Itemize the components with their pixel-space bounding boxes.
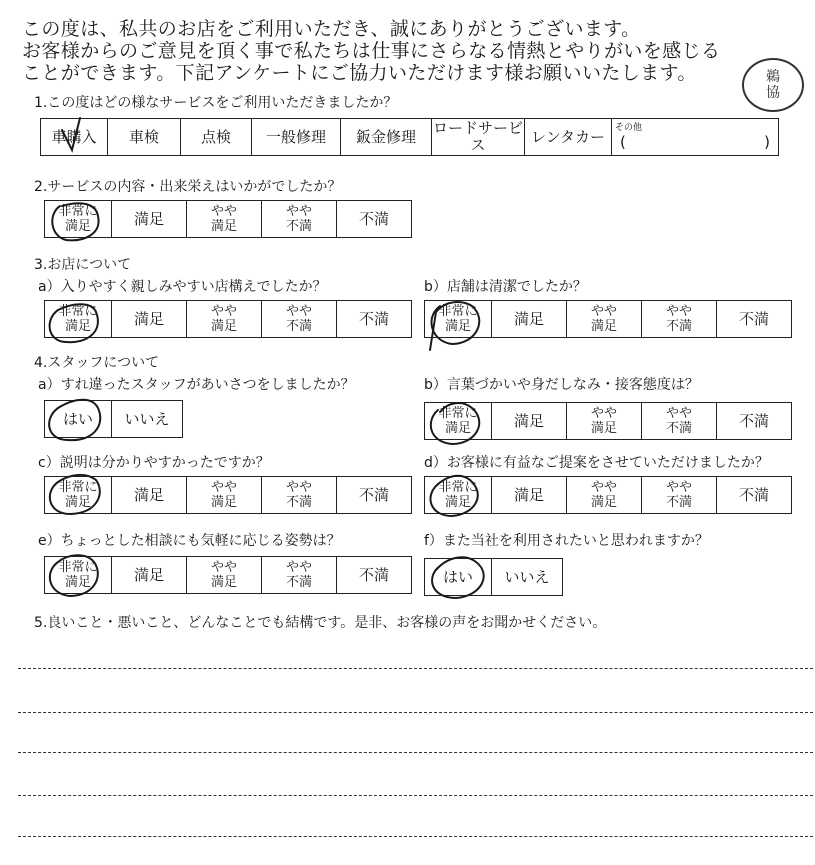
- q1-option-road-service[interactable]: ロードサービス: [432, 119, 523, 154]
- q4c-option-somewhat-satisfied[interactable]: やや 満足: [187, 477, 262, 514]
- q1-options: [40, 118, 779, 156]
- q2-option-somewhat-satisfied[interactable]: やや 満足: [187, 201, 262, 238]
- q4d-options: [424, 476, 792, 514]
- q4b-option-somewhat-dissatisfied[interactable]: やや 不満: [642, 403, 717, 440]
- q4c-question: c）説明は分かりやすかったですか？: [38, 455, 270, 471]
- q1-option-check[interactable]: 点検: [181, 119, 252, 156]
- q3a-question: a）入りやすく親しみやすい店構えでしたか？: [38, 279, 327, 295]
- q4a-options: [44, 400, 183, 438]
- stamp-char-1: 鵜: [766, 69, 780, 85]
- q1-option-general-repair[interactable]: 一般修理: [252, 119, 341, 156]
- q4e-option-very-satisfied[interactable]: 非常に 満足: [45, 557, 112, 594]
- q4d-option-satisfied[interactable]: 満足: [492, 477, 567, 514]
- q3b-question: b）店舗は清潔でしたか？: [424, 279, 587, 295]
- q4f-options: [424, 558, 563, 596]
- q2-option-somewhat-dissatisfied[interactable]: やや 不満: [262, 201, 337, 238]
- q1-option-body-repair[interactable]: 鈑金修理: [341, 119, 432, 156]
- q3b-option-somewhat-dissatisfied[interactable]: やや 不満: [642, 301, 717, 338]
- q3a-option-somewhat-satisfied[interactable]: やや 満足: [187, 301, 262, 338]
- q3b-options: [424, 300, 792, 338]
- comment-line-5[interactable]: [18, 836, 813, 837]
- intro-line-1: この度は、私共のお店をご利用いただき、誠にありがとうございます。: [22, 18, 641, 40]
- q3b-option-very-satisfied[interactable]: 非常に 満足: [425, 301, 492, 338]
- q4e-question: e）ちょっとした相談にも気軽に応じる姿勢は？: [38, 533, 341, 549]
- q1-option-other[interactable]: [612, 119, 779, 156]
- q4a-question: a）すれ違ったスタッフがあいさつをしましたか？: [38, 377, 355, 393]
- q1-other-close-paren: ): [764, 133, 770, 151]
- q1-option-car-purchase[interactable]: 車購入: [41, 119, 108, 156]
- q4e-option-somewhat-satisfied[interactable]: やや 満足: [187, 557, 262, 594]
- q4c-options: [44, 476, 412, 514]
- q4b-option-somewhat-satisfied[interactable]: やや 満足: [567, 403, 642, 440]
- q2-options: [44, 200, 412, 238]
- q3b-option-satisfied[interactable]: 満足: [492, 301, 567, 338]
- q4c-option-dissatisfied[interactable]: 不満: [337, 477, 412, 514]
- q4b-options: [424, 402, 792, 440]
- q4a-option-no[interactable]: いいえ: [112, 401, 183, 438]
- q2-question: 2.サービスの内容・出来栄えはいかがでしたか？: [34, 179, 342, 195]
- q4d-option-dissatisfied[interactable]: 不満: [717, 477, 792, 514]
- q3a-option-very-satisfied[interactable]: 非常に 満足: [45, 301, 112, 338]
- q3a-option-somewhat-dissatisfied[interactable]: やや 不満: [262, 301, 337, 338]
- q3a-option-dissatisfied[interactable]: 不満: [337, 301, 412, 338]
- q3b-option-dissatisfied[interactable]: 不満: [717, 301, 792, 338]
- q5-question: 5.良いこと・悪いこと、どんなことでも結構です。是非、お客様の声をお聞かせください。: [34, 615, 607, 631]
- comment-line-1[interactable]: [18, 668, 813, 669]
- q4b-question: b）言葉づかいや身だしなみ・接客態度は？: [424, 377, 699, 393]
- q3a-option-satisfied[interactable]: 満足: [112, 301, 187, 338]
- q4b-option-dissatisfied[interactable]: 不満: [717, 403, 792, 440]
- q4-heading: 4.スタッフについて: [34, 355, 160, 371]
- seal-stamp: [742, 58, 804, 112]
- q1-option-rental-car[interactable]: レンタカー: [525, 119, 612, 156]
- q2-option-very-satisfied[interactable]: 非常に 満足: [45, 201, 112, 238]
- intro-line-2: お客様からのご意見を頂く事で私たちは仕事にさらなる情熱とやりがいを感じる: [22, 40, 721, 62]
- q4a-option-yes[interactable]: はい: [45, 401, 112, 438]
- q4e-option-satisfied[interactable]: 満足: [112, 557, 187, 594]
- stamp-char-2: 協: [766, 85, 780, 101]
- q1-other-label: その他: [615, 123, 643, 133]
- q1-other-open-paren: (: [620, 133, 626, 151]
- q4e-option-dissatisfied[interactable]: 不満: [337, 557, 412, 594]
- q4f-option-yes[interactable]: はい: [425, 559, 492, 596]
- q2-option-satisfied[interactable]: 満足: [112, 201, 187, 238]
- q1-question: 1.この度はどの様なサービスをご利用いただきましたか？: [34, 95, 398, 111]
- q3a-options: [44, 300, 412, 338]
- q3b-option-somewhat-satisfied[interactable]: やや 満足: [567, 301, 642, 338]
- q4e-option-somewhat-dissatisfied[interactable]: やや 不満: [262, 557, 337, 594]
- comment-line-3[interactable]: [18, 752, 813, 753]
- intro-line-3: ことができます。下記アンケートにご協力いただけます様お願いいたします。: [22, 62, 697, 84]
- q4f-option-no[interactable]: いいえ: [492, 559, 563, 596]
- q4b-option-satisfied[interactable]: 満足: [492, 403, 567, 440]
- q4c-option-very-satisfied[interactable]: 非常に 満足: [45, 477, 112, 514]
- q4f-question: f）また当社を利用されたいと思われますか？: [424, 533, 709, 549]
- q4d-option-very-satisfied[interactable]: 非常に 満足: [425, 477, 492, 514]
- q4b-option-very-satisfied[interactable]: 非常に 満足: [425, 403, 492, 440]
- comment-line-4[interactable]: [18, 795, 813, 796]
- q4c-option-somewhat-dissatisfied[interactable]: やや 不満: [262, 477, 337, 514]
- q2-option-dissatisfied[interactable]: 不満: [337, 201, 412, 238]
- intro-text: [22, 18, 812, 84]
- q3-heading: 3.お店について: [34, 257, 132, 273]
- q4c-option-satisfied[interactable]: 満足: [112, 477, 187, 514]
- q4d-question: d）お客様に有益なご提案をさせていただけましたか？: [424, 455, 769, 471]
- q1-option-inspection-shaken[interactable]: 車検: [108, 119, 181, 156]
- q4d-option-somewhat-dissatisfied[interactable]: やや 不満: [642, 477, 717, 514]
- q4e-options: [44, 556, 412, 594]
- q4d-option-somewhat-satisfied[interactable]: やや 満足: [567, 477, 642, 514]
- comment-line-2[interactable]: [18, 712, 813, 713]
